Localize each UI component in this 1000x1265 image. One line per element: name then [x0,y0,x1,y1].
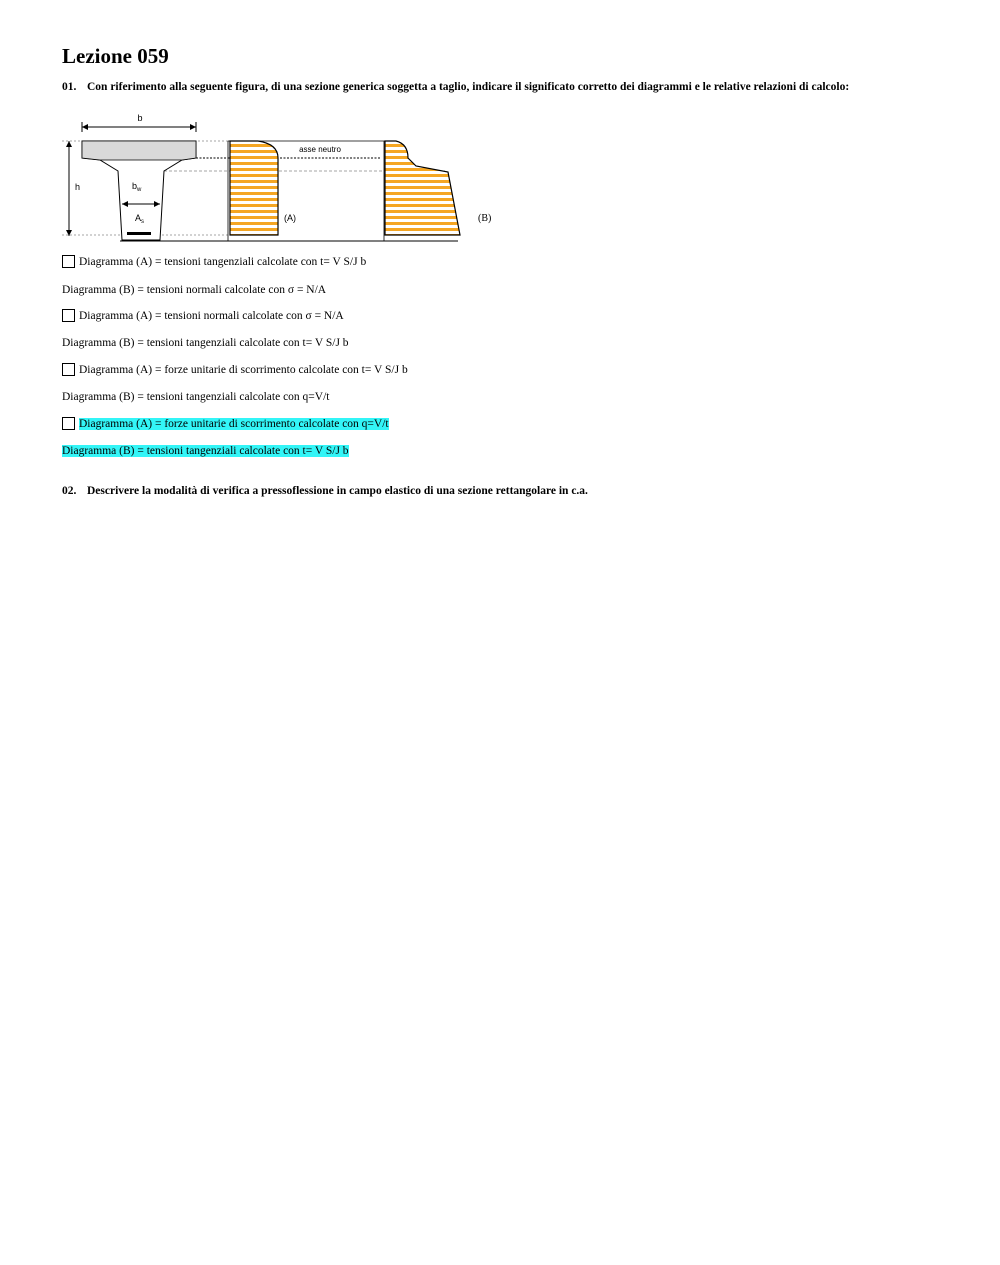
reinforcement-bar [127,232,151,235]
option-2-text-2: Diagramma (B) = tensioni tangenziali calcolate con t= V S/J b [62,337,349,349]
label-as: $A_s$ [135,213,145,225]
diagram-a [230,141,278,235]
option-3-checkbox[interactable] [62,363,75,376]
label-diagram-b: (B) [478,213,492,224]
dimension-h [66,141,80,236]
t-section [82,141,196,240]
question-number: 02. [62,485,77,497]
option-2-checkbox[interactable] [62,309,75,322]
option-2-line-1 [62,309,344,324]
label-neutral-axis: asse neutro [299,145,341,154]
question-text: Descrivere la modalità di verifica a pressoflessione in campo elastico di una sezione rettangolare in c.a. [87,485,588,497]
question-number: 01. [62,81,77,93]
option-3-line-2 [62,390,329,405]
option-1-line-1 [62,255,366,270]
question-01 [62,80,849,94]
option-3-text: Diagramma (A) = forze unitarie di scorrimento calcolate con t= V S/J b [79,364,408,376]
option-1-text-2: Diagramma (B) = tensioni normali calcolate con σ = N/A [62,284,327,296]
option-4-text: Diagramma (A) = forze unitarie di scorrimento calcolate con q=V/t [79,418,389,430]
question-02 [62,484,588,498]
option-1-text: Diagramma (A) = tensioni tangenziali calcolate con t= V S/J b [79,256,367,268]
page-title: Lezione 059 [62,44,169,68]
option-4-line-2 [62,444,349,459]
option-4-checkbox[interactable] [62,417,75,430]
option-4-line-1 [62,417,389,432]
option-2-text: Diagramma (A) = tensioni normali calcolate con σ = N/A [79,310,344,322]
diagram-b [385,141,460,235]
option-3-text-2: Diagramma (B) = tensioni tangenziali calcolate con q=V/t [62,391,330,403]
option-1-line-2 [62,283,326,298]
label-h: h [75,182,81,192]
label-diagram-a: (A) [284,213,296,223]
label-b: b [137,113,143,123]
option-4-text-2: Diagramma (B) = tensioni tangenziali calcolate con t= V S/J b [62,445,349,457]
option-3-line-1 [62,363,408,378]
option-2-line-2 [62,336,349,351]
dimension-b [82,113,196,132]
question-text: Con riferimento alla seguente figura, di una sezione generica soggetta a taglio, indicare il significato corretto dei diagrammi e le relative relazioni di calcolo: [87,81,850,93]
label-bw: $b_w$ [132,181,142,193]
shear-section-figure [60,108,500,244]
option-1-checkbox[interactable] [62,255,75,268]
